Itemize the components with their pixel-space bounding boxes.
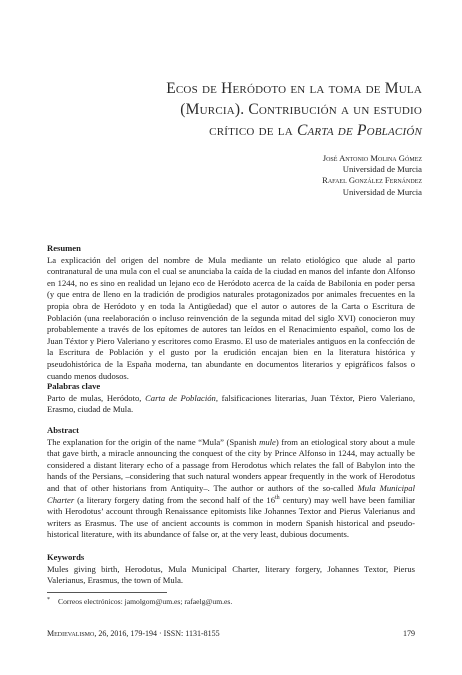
abstract-section: [47, 425, 415, 541]
abstract-part-4: century) may well have been familiar with Herodotus’ account through Renaissance epitomists like Johannes Textor and Pierus Valerianus and writers as Erasmus. The use of ancient accounts is common in modern Spanish historical and pseudo-historical literature, with its abundance of false or, at the very least, dubious documents.: [47, 494, 415, 540]
abstract-heading: Abstract: [47, 425, 79, 435]
abstract-superscript: th: [275, 494, 280, 501]
title-line-3-prefix: crítico de la: [209, 122, 297, 139]
abstract-part-1: The explanation for the origin of the name “Mula” (Spanish: [47, 436, 260, 447]
abstract-italic-2: Mula Municipal Charter: [47, 482, 415, 505]
journal-name: Medievalismo: [47, 629, 95, 638]
title-line-3: [42, 120, 422, 141]
abstract-part-2: ) from an etiological story about a mule that gave birth, a miracle announcing the conquest of the city by Prince Alfonso in 1244, may actually be considered a distant literary echo of a passage from Herodotus which relates the fall of Babylon into the hands of the Persians, –considering that such natural wonders appear frequently in the work of Herodotus and that of other historians from Antiquity–. The author or authors of the so-called: [47, 436, 415, 493]
resumen-section: [47, 243, 415, 382]
author-name-2: Rafael González Fernández: [322, 175, 422, 186]
footnote-text: Correos electrónicos: jamolgom@um.es; rafaelg@um.es.: [58, 597, 233, 606]
journal-details: , 26, 2016, 179-194 · ISSN: 1131-8155: [94, 629, 220, 638]
palabras-clave-section: [47, 381, 415, 416]
article-title: [42, 78, 422, 141]
keywords-text: Mules giving birth, Herodotus, Mula Municipal Charter, literary forgery, Johannes Textor, Pierus Valerianus, Erasmus, the town of Mula.: [47, 563, 415, 586]
abstract-italic-1: mule: [259, 436, 276, 447]
palabras-clave-text: [47, 393, 415, 416]
title-line-2: (Murcia). Contribución a un estudio: [180, 101, 422, 118]
footnote-divider: [47, 592, 167, 593]
palabras-italic: Carta de Población: [145, 392, 216, 403]
page-footer: [47, 628, 415, 639]
author-block: [162, 153, 422, 198]
footnote-mark: *: [47, 597, 50, 603]
palabras-clave-heading: Palabras clave: [47, 381, 101, 391]
page-number: 179: [403, 629, 415, 638]
abstract-text: [47, 437, 415, 541]
title-line-1: Ecos de Heródoto en la toma de Mula: [166, 80, 422, 97]
resumen-heading: Resumen: [47, 243, 81, 253]
resumen-text: La explicación del origen del nombre de Mula mediante un relato etiológico que alude al parto contranatural de una mula con el cual se anunciaba la caída de la ciudad en manos del infante don Alfonso en 1244, no es sino en realidad un lejano eco de Heródoto acerca de la caída de Babilonia en poder persa (y que entra de lleno en la tradición de prodigios naturales protagonizados por animales frecuentes en la propia obra de Heródoto y en toda la Antigüedad) que el autor o autores de la Carta o Escritura de Población (una reelaboración o incluso reinvención de la segunda mitad del siglo XVI) conocieron muy probablemente a través de los epítomes de autores tan leídos en el Renacimiento español, como los de Juan Téxtor y Piero Valeriano y escritores como Erasmo. El uso de materiales antiguos en la confección de la Escritura de Población y el gusto por la erudición encajan bien en la literatura histórica y pseudohistórica de la España moderna, tan abundante en documentos literarios y epigráficos falsos o cuando menos dudosos.: [47, 254, 415, 381]
palabras-part-2: , falsificaciones literarias, Juan Téxtor, Piero Valeriano, Erasmo, ciudad de Mula.: [47, 392, 415, 415]
author-affiliation-1: Universidad de Murcia: [342, 164, 422, 175]
keywords-heading: Keywords: [47, 552, 85, 562]
keywords-section: [47, 552, 415, 587]
author-affiliation-2: Universidad de Murcia: [342, 186, 422, 197]
title-line-3-italic: Carta de Población: [296, 122, 422, 139]
abstract-part-3: (a literary forgery dating from the second half of the 16: [74, 494, 275, 505]
palabras-part-1: Parto de mulas, Heródoto,: [47, 392, 146, 403]
author-name-1: José Antonio Molina Gómez: [322, 153, 422, 163]
